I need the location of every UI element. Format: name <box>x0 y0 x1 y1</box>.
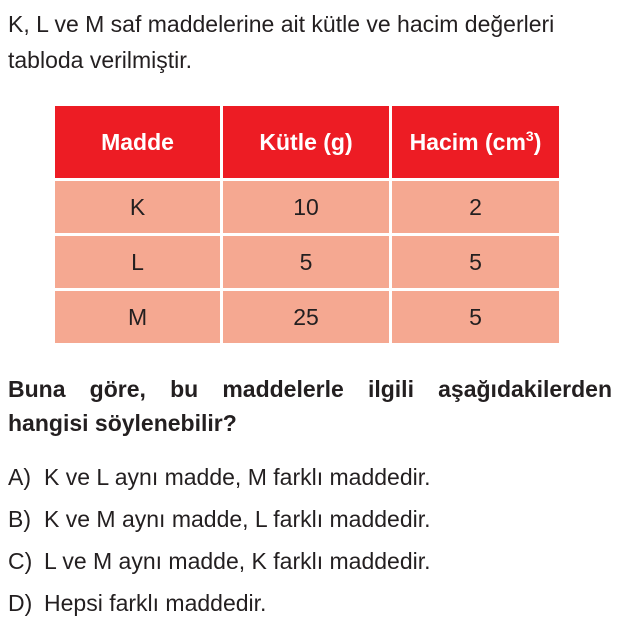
cell-hacim: 2 <box>390 180 560 235</box>
option-text: L ve M aynı madde, K farklı maddedir. <box>44 548 431 574</box>
option-text: Hepsi farklı maddedir. <box>44 590 267 616</box>
cell-hacim: 5 <box>390 290 560 345</box>
cell-kutle: 5 <box>222 235 391 290</box>
question-line-2: hangisi söylenebilir? <box>8 410 237 436</box>
mass-volume-table <box>52 103 562 346</box>
cell-madde: M <box>54 290 222 345</box>
option-d[interactable] <box>8 582 431 624</box>
intro-line-2: tabloda verilmiştir. <box>8 47 193 73</box>
option-text: K ve L aynı madde, M farklı maddedir. <box>44 464 431 490</box>
option-text: K ve M aynı madde, L farklı maddedir. <box>44 506 431 532</box>
header-hacim-label: Hacim (cm <box>409 128 526 155</box>
option-letter: D) <box>8 590 33 616</box>
option-letter: C) <box>8 548 33 574</box>
intro-text <box>8 6 612 78</box>
answer-options <box>8 456 431 624</box>
header-hacim-exponent: 3 <box>525 127 534 144</box>
cell-madde: L <box>54 235 222 290</box>
option-c[interactable] <box>8 540 431 582</box>
header-hacim-close: ) <box>533 128 542 155</box>
question-line-1: Buna göre, bu maddelerle ilgili aşağıdakilerden <box>8 376 612 402</box>
cell-kutle: 25 <box>222 290 391 345</box>
table-row <box>54 290 561 345</box>
cell-hacim: 5 <box>390 235 560 290</box>
question-stem <box>8 372 612 440</box>
header-kutle: Kütle (g) <box>222 105 391 180</box>
header-madde: Madde <box>54 105 222 180</box>
option-letter: A) <box>8 464 31 490</box>
intro-line-1: K, L ve M saf maddelerine ait kütle ve hacim değerleri <box>8 11 555 37</box>
option-b[interactable] <box>8 498 431 540</box>
table-header-row <box>54 105 561 180</box>
option-a[interactable] <box>8 456 431 498</box>
table-row <box>54 180 561 235</box>
cell-kutle: 10 <box>222 180 391 235</box>
option-letter: B) <box>8 506 31 532</box>
header-hacim <box>390 105 560 180</box>
table-row <box>54 235 561 290</box>
cell-madde: K <box>54 180 222 235</box>
